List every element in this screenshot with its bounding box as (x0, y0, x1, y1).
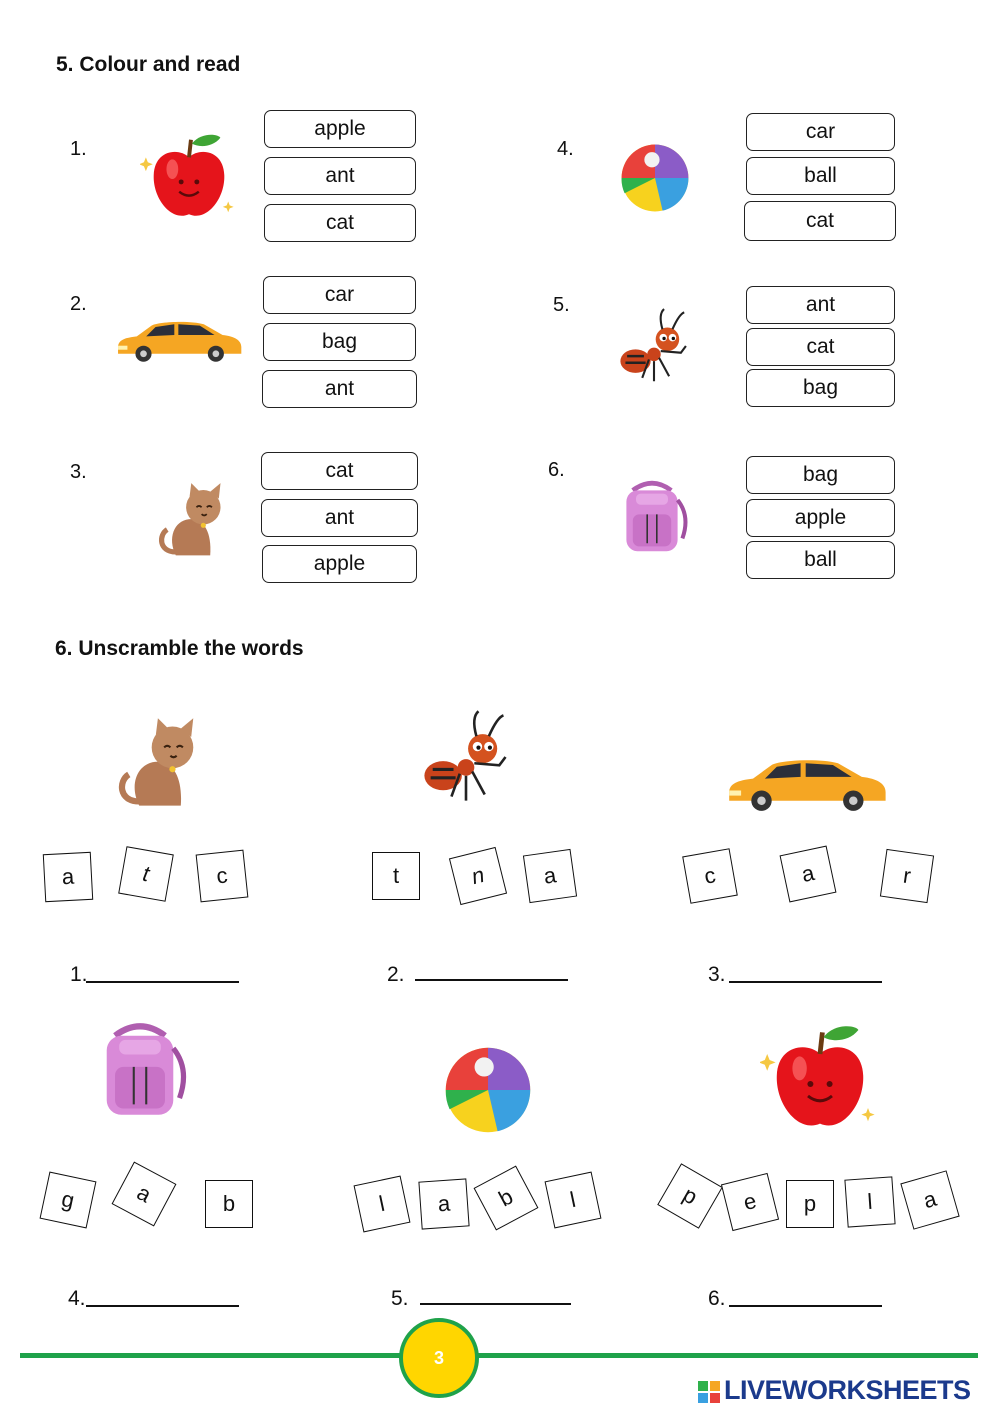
letter-tile[interactable]: c (682, 848, 738, 904)
section-6-title: 6. Unscramble the words (55, 637, 304, 660)
option-apple[interactable]: apple (746, 499, 895, 537)
option-ant[interactable]: ant (264, 157, 416, 195)
answer-number: 3. (708, 963, 726, 986)
cat-icon (150, 478, 236, 564)
letter-tile[interactable]: g (40, 1172, 97, 1229)
option-ant[interactable]: ant (262, 370, 417, 408)
item-number: 4. (557, 138, 574, 160)
option-cat[interactable]: cat (261, 452, 418, 490)
page-number-badge (399, 1318, 479, 1398)
ant-icon (414, 698, 518, 816)
option-ball[interactable]: ball (746, 157, 895, 195)
apple-icon (760, 1018, 880, 1138)
letter-tile[interactable]: n (449, 847, 507, 905)
letter-tile[interactable]: l (354, 1176, 411, 1233)
option-cat[interactable]: cat (746, 328, 895, 366)
option-cat[interactable]: cat (264, 204, 416, 242)
answer-number: 4. (68, 1287, 86, 1310)
item-number: 3. (70, 461, 87, 483)
answer-number: 2. (387, 963, 405, 986)
item-number: 5. (553, 294, 570, 316)
option-ant[interactable]: ant (746, 286, 895, 324)
cat-icon (106, 712, 214, 816)
option-car[interactable]: car (746, 113, 895, 151)
item-number: 6. (548, 459, 565, 481)
option-cat[interactable]: cat (744, 201, 896, 241)
page-number: 3 (433, 1347, 444, 1368)
option-bag[interactable]: bag (746, 369, 895, 407)
letter-tile[interactable]: l (545, 1172, 602, 1229)
answer-line[interactable] (86, 1305, 239, 1307)
car-icon (718, 748, 890, 816)
liveworksheets-logo-icon (698, 1381, 720, 1403)
option-car[interactable]: car (263, 276, 416, 314)
section-5-title: 5. Colour and read (56, 53, 241, 76)
option-apple[interactable]: apple (262, 545, 417, 583)
car-icon (110, 308, 244, 370)
letter-tile[interactable]: p (657, 1163, 723, 1229)
option-ant[interactable]: ant (261, 499, 418, 537)
letter-tile[interactable]: l (844, 1176, 895, 1227)
footer-divider (20, 1353, 978, 1358)
answer-line[interactable] (415, 979, 568, 981)
letter-tile[interactable]: b (474, 1166, 539, 1231)
letter-tile[interactable]: a (112, 1162, 177, 1227)
letter-tile[interactable]: t (372, 852, 420, 900)
letter-tile[interactable]: p (786, 1180, 834, 1228)
letter-tile[interactable]: a (418, 1178, 469, 1229)
item-number: 1. (70, 138, 87, 160)
ant-icon (612, 298, 696, 394)
letter-tile[interactable]: a (900, 1170, 959, 1229)
answer-line[interactable] (729, 1305, 882, 1307)
ball-icon (617, 140, 693, 216)
answer-line[interactable] (86, 981, 239, 983)
letter-tile[interactable]: a (43, 852, 93, 902)
option-apple[interactable]: apple (264, 110, 416, 148)
answer-number: 6. (708, 1287, 726, 1310)
letter-tile[interactable]: t (118, 846, 174, 902)
bag-icon (612, 466, 692, 566)
item-number: 2. (70, 293, 87, 315)
answer-number: 1. (70, 963, 88, 986)
answer-line[interactable] (420, 1303, 571, 1305)
ball-icon (440, 1042, 536, 1138)
option-bag[interactable]: bag (263, 323, 416, 361)
letter-tile[interactable]: a (780, 846, 837, 903)
letter-tile[interactable]: a (523, 849, 577, 903)
option-bag[interactable]: bag (746, 456, 895, 494)
letter-tile[interactable]: r (880, 849, 934, 903)
answer-number: 5. (391, 1287, 409, 1310)
option-ball[interactable]: ball (746, 541, 895, 579)
bag-icon (88, 1006, 192, 1132)
brand-logo[interactable]: LIVEWORKSHEETS (724, 1375, 971, 1405)
letter-tile[interactable]: c (196, 850, 249, 903)
letter-tile[interactable]: b (205, 1180, 253, 1228)
answer-line[interactable] (729, 981, 882, 983)
apple-icon (140, 128, 238, 226)
letter-tile[interactable]: e (721, 1173, 779, 1231)
